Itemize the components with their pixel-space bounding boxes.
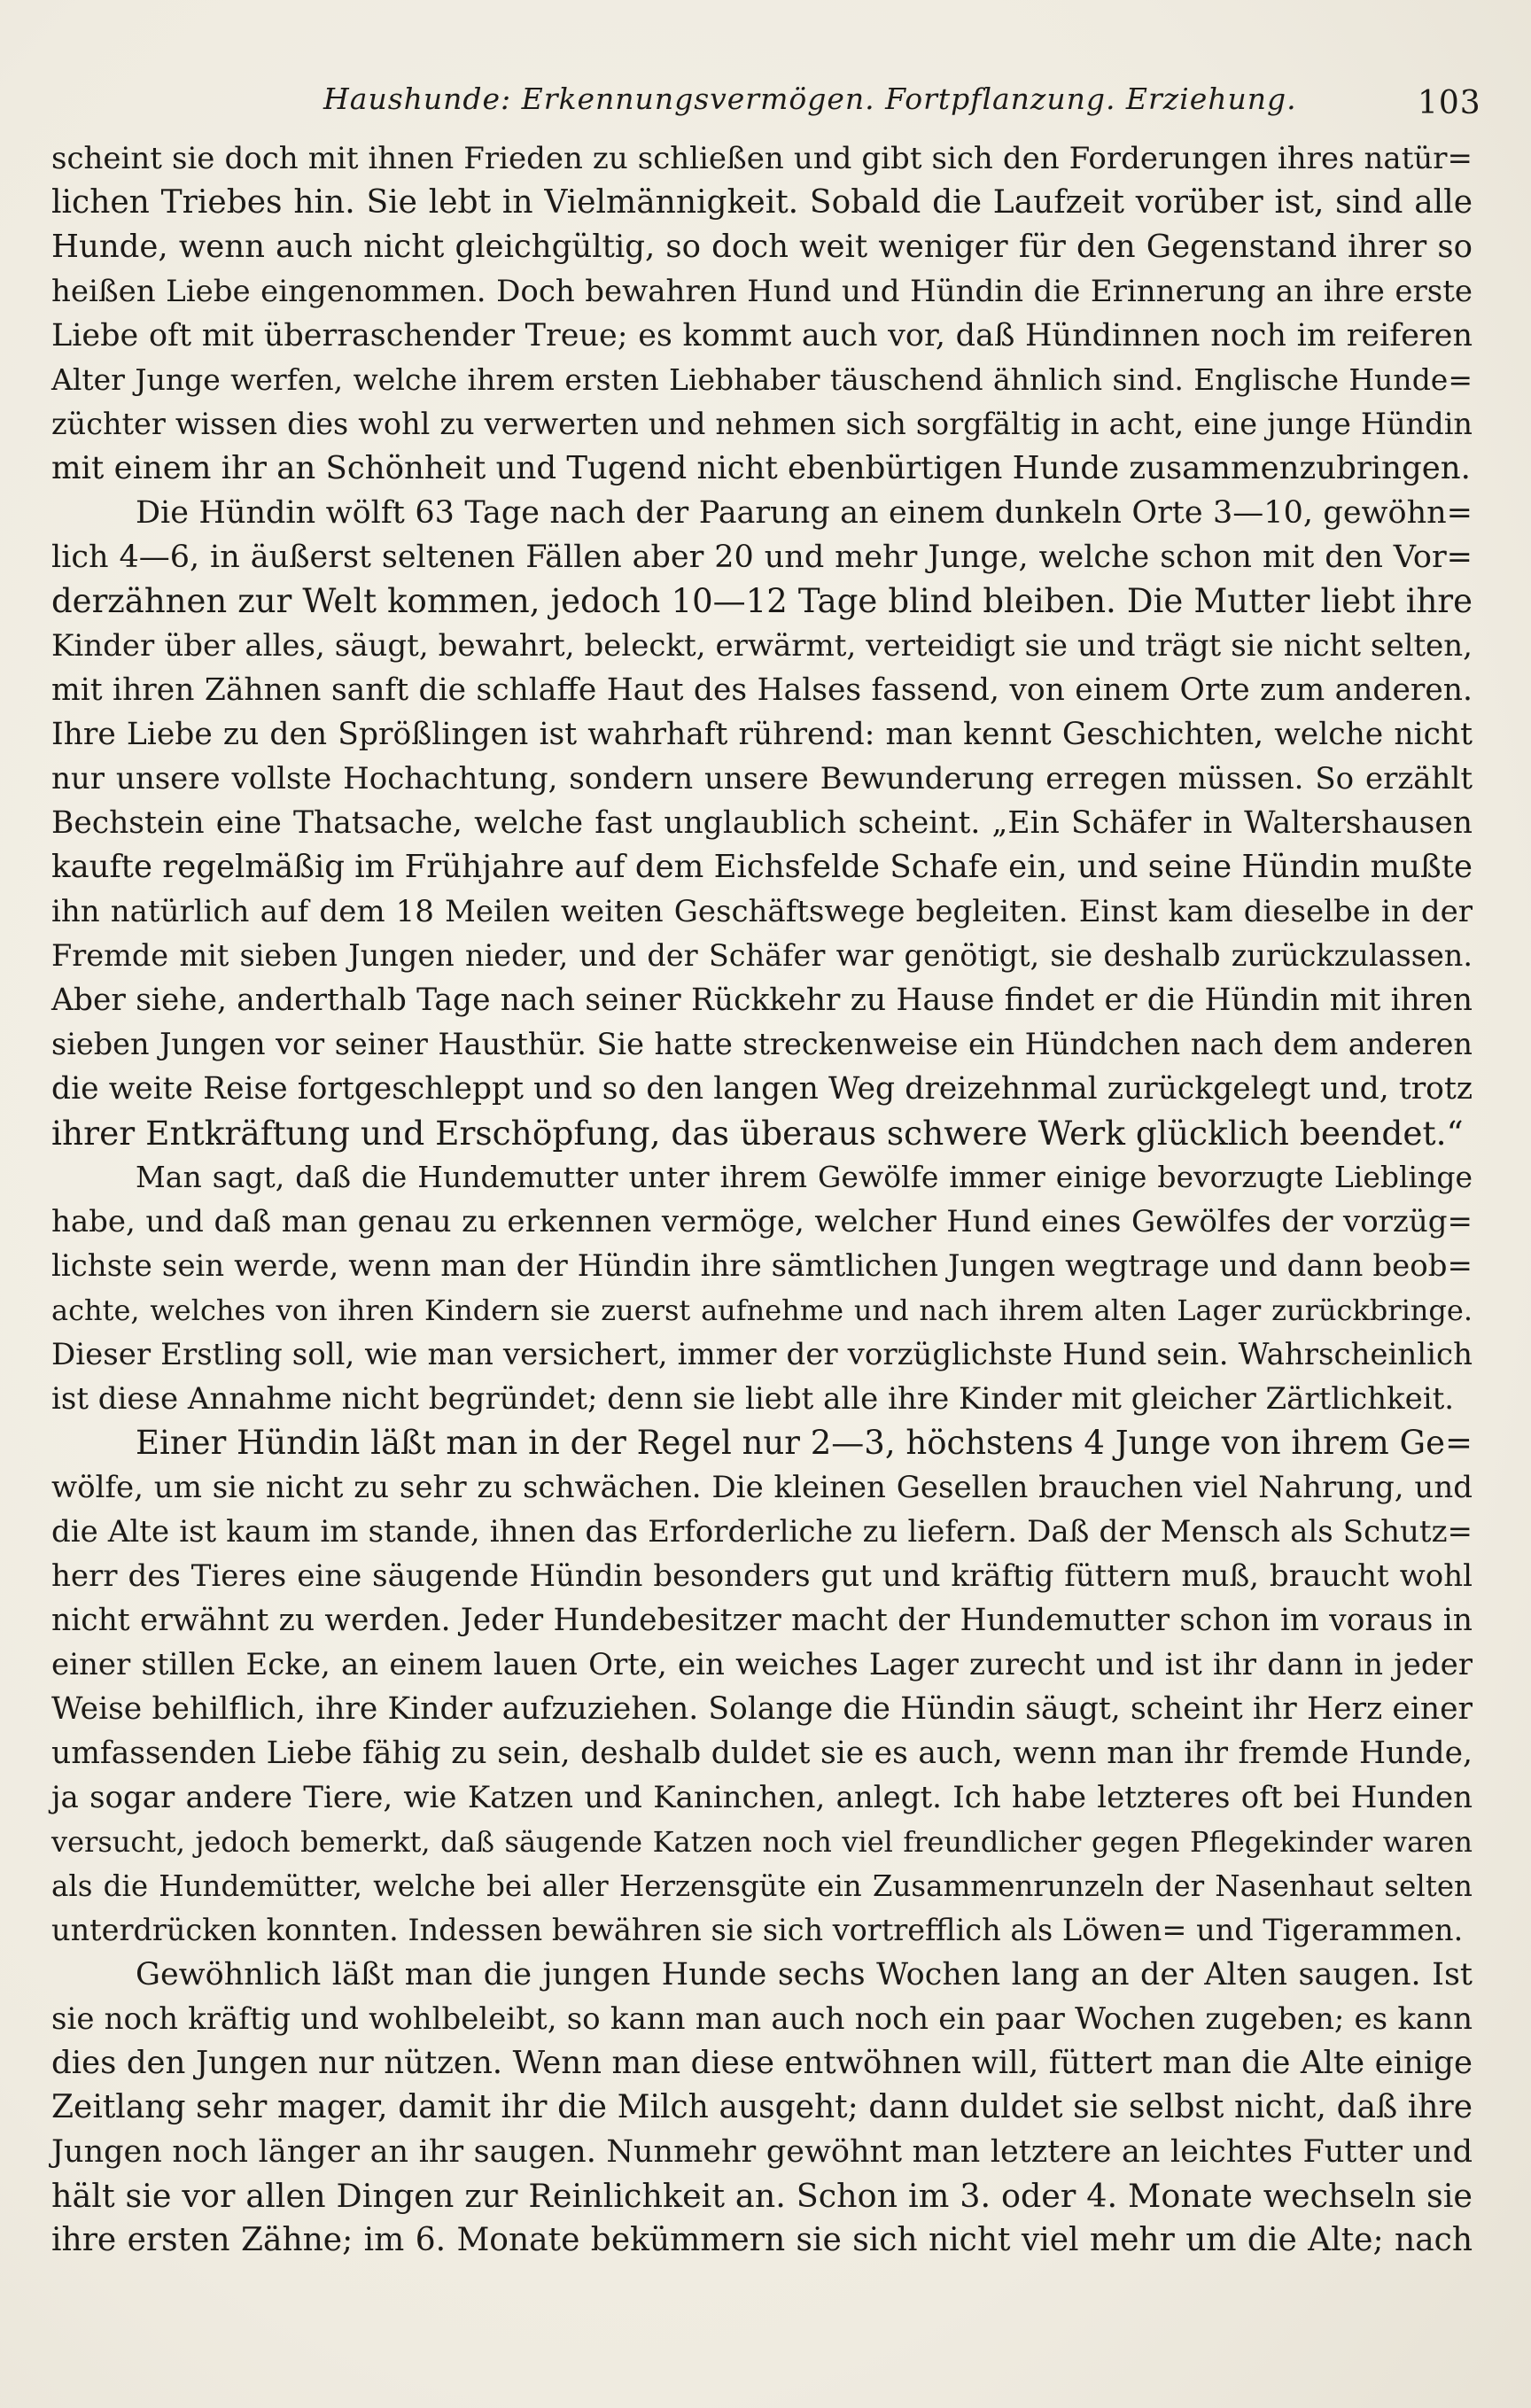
text-line: sie noch kräftig und wohlbeleibt, so kann man auch noch ein paar Wochen zugeben; es kann	[51, 2001, 1473, 2037]
text-line: Liebe oft mit überraschender Treue; es kommt auch vor, daß Hündinnen noch im reiferen	[51, 318, 1473, 353]
text-line: lich 4—6, in äußerst seltenen Fällen aber 20 und mehr Junge, welche schon mit den Vor=	[51, 540, 1473, 575]
text-line: umfassenden Liebe fähig zu sein, deshalb duldet sie es auch, wenn man ihr fremde Hunde,	[51, 1736, 1473, 1771]
text-line: die Alte ist kaum im stande, ihnen das Erforderliche zu liefern. Daß der Mensch als Schutz=	[51, 1514, 1473, 1550]
text-line: Einer Hündin läßt man in der Regel nur 2—3, höchstens 4 Junge von ihrem Ge=	[136, 1424, 1473, 1462]
text-line: ist diese Annahme nicht begründet; denn sie liebt alle ihre Kinder mit gleicher Zärtlichkeit.	[51, 1381, 1455, 1417]
text-line: mit einem ihr an Schönheit und Tugend nicht ebenbürtigen Hunde zusammenzubringen.	[51, 450, 1471, 486]
page-number: 103	[1418, 85, 1481, 121]
text-line: Fremde mit sieben Jungen nieder, und der Schäfer war genötigt, sie deshalb zurückzulassen.	[51, 938, 1473, 973]
running-title: Haushunde: Erkennungsvermögen. Fortpflanzung. Erziehung.	[323, 82, 1297, 116]
text-line: die weite Reise fortgeschleppt und so den langen Weg dreizehnmal zurückgelegt und, trotz	[51, 1071, 1473, 1107]
text-line: mit ihren Zähnen sanft die schlaffe Haut des Halses fassend, von einem Orte zum anderen.	[51, 672, 1473, 708]
text-line: Kinder über alles, säugt, bewahrt, beleckt, erwärmt, verteidigt sie und trägt sie nicht selten,	[51, 628, 1473, 664]
text-line: lichen Triebes hin. Sie lebt in Vielmännigkeit. Sobald die Laufzeit vorüber ist, sind alle	[51, 184, 1473, 221]
text-line: Ihre Liebe zu den Sprößlingen ist wahrhaft rührend: man kennt Geschichten, welche nicht	[51, 717, 1473, 752]
text-line: nur unsere vollste Hochachtung, sondern unsere Bewunderung erregen müssen. So erzählt	[51, 761, 1473, 796]
body-text	[51, 136, 1473, 2263]
text-line: Die Hündin wölft 63 Tage nach der Paarung an einem dunkeln Orte 3—10, gewöhn=	[136, 495, 1473, 531]
text-line: ihn natürlich auf dem 18 Meilen weiten Geschäftswege begleiten. Einst kam dieselbe in der	[51, 894, 1473, 929]
text-line: züchter wissen dies wohl zu verwerten und nehmen sich sorgfältig in acht, eine junge Hündin	[51, 407, 1473, 441]
text-line: habe, und daß man genau zu erkennen vermöge, welcher Hund eines Gewölfes der vorzüg=	[51, 1204, 1473, 1239]
text-line: ihre ersten Zähne; im 6. Monate bekümmern sie sich nicht viel mehr um die Alte; nach	[51, 2222, 1473, 2258]
text-line: hält sie vor allen Dingen zur Reinlichkeit an. Schon im 3. oder 4. Monate wechseln sie	[51, 2177, 1473, 2215]
text-line: nicht erwähnt zu werden. Jeder Hundebesitzer macht der Hundemutter schon im voraus in	[51, 1603, 1473, 1638]
text-line: versucht, jedoch bemerkt, daß säugende Katzen noch viel freundlicher gegen Pflegekinder waren	[51, 1825, 1473, 1859]
text-line: Dieser Erstling soll, wie man versichert, immer der vorzüglichste Hund sein. Wahrscheinlich	[51, 1337, 1473, 1372]
text-line: ihrer Entkräftung und Erschöpfung, das überaus schwere Werk glücklich beendet.“	[51, 1114, 1464, 1153]
text-line: Jungen noch länger an ihr saugen. Nunmehr gewöhnt man letztere an leichtes Futter und	[51, 2134, 1473, 2170]
text-line: unterdrücken konnten. Indessen bewähren sie sich vortrefflich als Löwen= und Tigerammen.	[51, 1913, 1464, 1947]
text-line: dies den Jungen nur nützen. Wenn man diese entwöhnen will, füttert man die Alte einige	[51, 2045, 1473, 2081]
text-line: einer stillen Ecke, an einem lauen Orte, ein weiches Lager zurecht und ist ihr dann in jeder	[51, 1647, 1473, 1682]
text-line: heißen Liebe eingenommen. Doch bewahren Hund und Hündin die Erinnerung an ihre erste	[51, 274, 1473, 309]
text-line: als die Hundemütter, welche bei aller Herzensgüte ein Zusammenrunzeln der Nasenhaut selten	[51, 1869, 1473, 1903]
text-line: Man sagt, daß die Hundemutter unter ihrem Gewölfe immer einige bevorzugte Lieblinge	[136, 1160, 1473, 1194]
text-line: Bechstein eine Thatsache, welche fast unglaublich scheint. „Ein Schäfer in Waltershausen	[51, 805, 1473, 841]
text-line: Zeitlang sehr mager, damit ihr die Milch ausgeht; dann duldet sie selbst nicht, daß ihre	[51, 2089, 1473, 2125]
text-line: Gewöhnlich läßt man die jungen Hunde sechs Wochen lang an der Alten saugen. Ist	[136, 1957, 1473, 1992]
text-line: ja sogar andere Tiere, wie Katzen und Kaninchen, anlegt. Ich habe letzteres oft bei Hunden	[51, 1780, 1473, 1815]
text-line: derzähnen zur Welt kommen, jedoch 10—12 Tage blind bleiben. Die Mutter liebt ihre	[51, 582, 1473, 620]
text-line: scheint sie doch mit ihnen Frieden zu schließen und gibt sich den Forderungen ihres natür=	[51, 141, 1473, 176]
text-line: herr des Tieres eine säugende Hündin besonders gut und kräftig füttern muß, braucht wohl	[51, 1558, 1473, 1594]
text-line: achte, welches von ihren Kindern sie zuerst aufnehme und nach ihrem alten Lager zurückbringe.	[51, 1293, 1473, 1327]
text-line: Weise behilflich, ihre Kinder aufzuziehen. Solange die Hündin säugt, scheint ihr Herz einer	[51, 1691, 1473, 1727]
text-line: wölfe, um sie nicht zu sehr zu schwächen. Die kleinen Gesellen brauchen viel Nahrung, und	[51, 1470, 1473, 1505]
text-line: Hunde, wenn auch nicht gleichgültig, so doch weit weniger für den Gegenstand ihrer so	[51, 229, 1473, 265]
text-line: Aber siehe, anderthalb Tage nach seiner Rückkehr zu Hause findet er die Hündin mit ihren	[51, 983, 1473, 1018]
text-line: sieben Jungen vor seiner Hausthür. Sie hatte streckenweise ein Hündchen nach dem anderen	[51, 1027, 1473, 1061]
text-line: kaufte regelmäßig im Frühjahre auf dem Eichsfelde Schafe ein, und seine Hündin mußte	[51, 849, 1473, 885]
text-line: Alter Junge werfen, welche ihrem ersten Liebhaber täuschend ähnlich sind. Englische Hunde=	[51, 362, 1473, 397]
text-line: lichste sein werde, wenn man der Hündin ihre sämtlichen Jungen wegtrage und dann beob=	[51, 1248, 1473, 1284]
